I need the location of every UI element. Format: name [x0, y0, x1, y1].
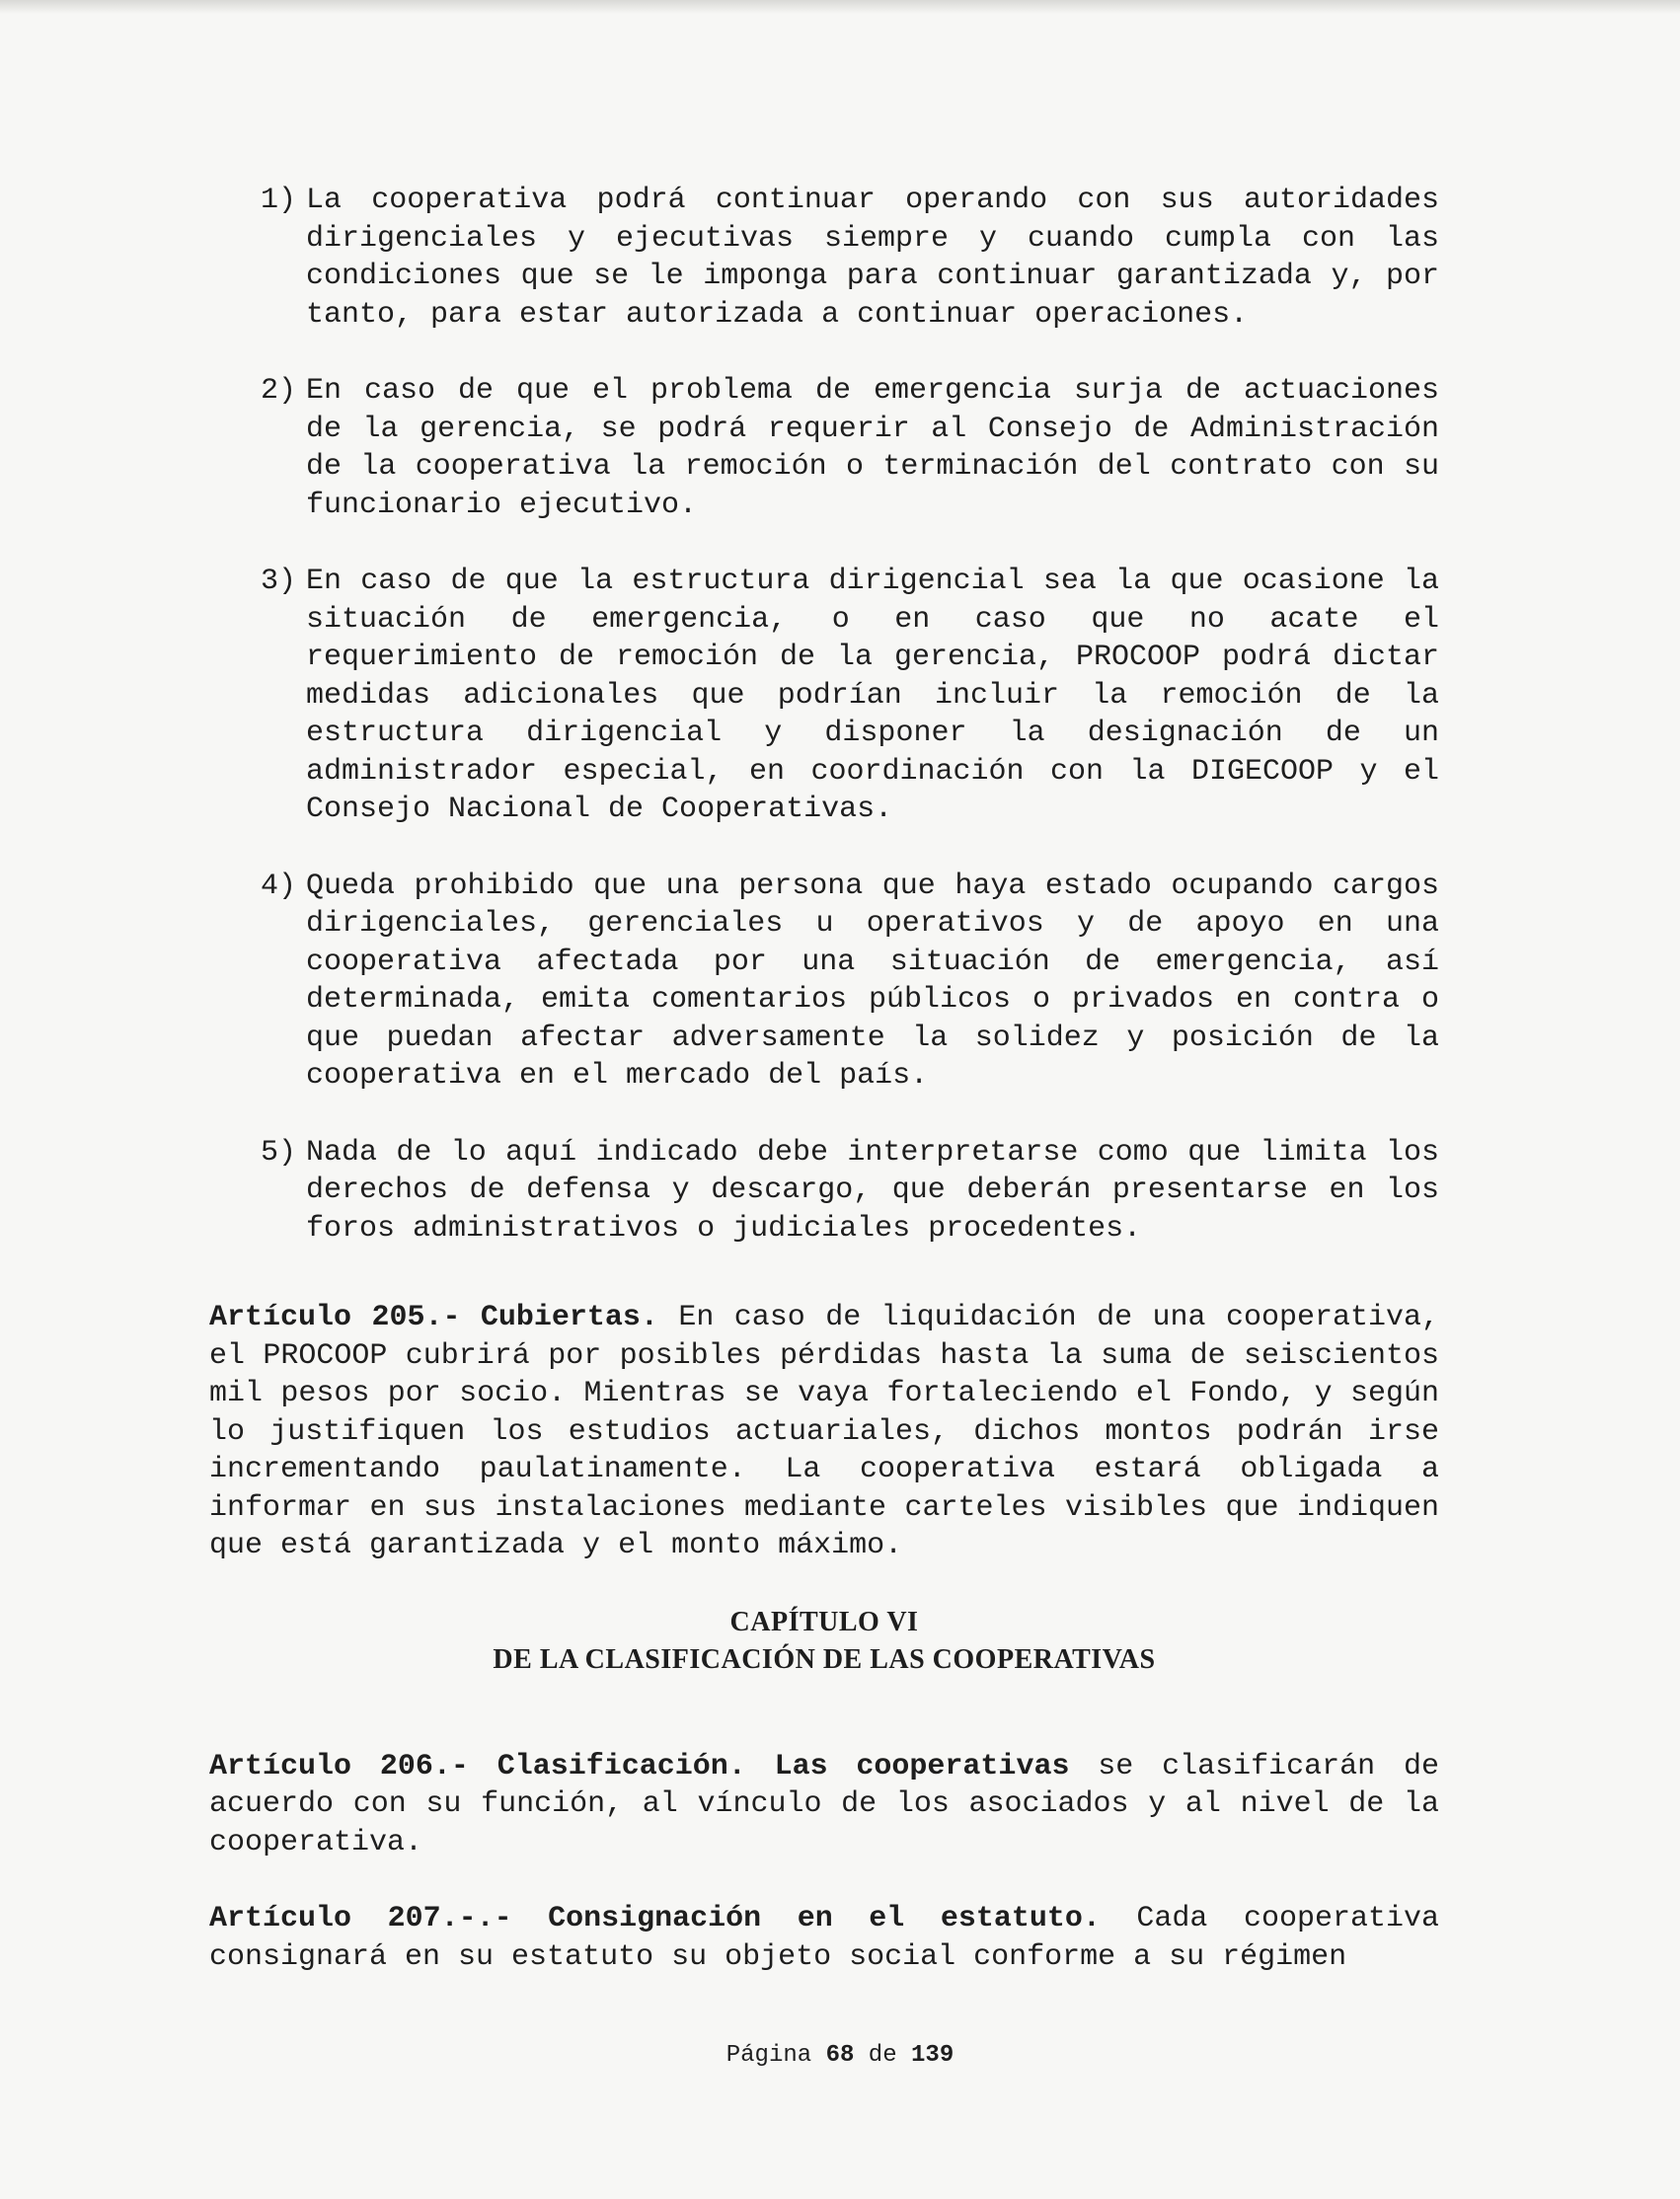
article-206 [209, 1748, 1439, 1862]
list-item [209, 182, 1439, 334]
chapter-heading [209, 1604, 1439, 1679]
list-item [209, 1134, 1439, 1249]
footer-label: Página [725, 2042, 812, 2069]
article-heading: Artículo 207.-.- Consignación en el estatuto. [209, 1902, 1101, 1935]
article-207 [209, 1900, 1439, 1976]
item-number: 1) [261, 184, 297, 217]
current-page-number: 68 [825, 2042, 855, 2069]
item-text: En caso de que el problema de emergencia surja de actuaciones de la gerencia, se podrá requerir al Consejo de Administración de la cooperativa la remoción o terminación del contrato con su funcionario ejecutivo. [306, 374, 1439, 522]
article-205 [209, 1299, 1439, 1565]
list-item [209, 372, 1439, 524]
page-footer [0, 2042, 1680, 2069]
article-body: Cada cooperativa consignará en su estatuto su objeto social conforme a su régimen [209, 1902, 1439, 1974]
chapter-number: CAPÍTULO VI [729, 1606, 919, 1637]
item-text: En caso de que la estructura dirigencial sea la que ocasione la situación de emergencia, o en caso que no acate el requerimiento de remoción de la gerencia, PROCOOP podrá dictar medidas adicionales que podrían incluir la remoción de la estructura dirigencial y disponer la designación de un administrador especial, en coordinación con la DIGECOOP y el Consejo Nacional de Cooperativas. [306, 565, 1439, 826]
article-body: se clasificarán de acuerdo con su función, al vínculo de los asociados y al nivel de la cooperativa. [209, 1749, 1439, 1859]
numbered-list [209, 182, 1439, 1248]
footer-separator: de [868, 2042, 897, 2069]
chapter-title: DE LA CLASIFICACIÓN DE LAS COOPERATIVAS [493, 1643, 1156, 1675]
list-item [209, 868, 1439, 1096]
scan-top-edge [0, 0, 1680, 14]
item-text: La cooperativa podrá continuar operando con sus autoridades dirigenciales y ejecutivas siempre y cuando cumpla con las condiciones que se le imponga para continuar garantizada y, por tanto, para estar autorizada a continuar operaciones. [306, 184, 1439, 332]
item-number: 2) [261, 374, 297, 408]
article-heading: Artículo 205.- Cubiertas. [209, 1301, 658, 1334]
item-text: Nada de lo aquí indicado debe interpretarse como que limita los derechos de defensa y descargo, que deberán presentarse en los foros administrativos o judiciales procedentes. [306, 1135, 1439, 1246]
list-item [209, 563, 1439, 829]
item-number: 4) [261, 869, 297, 903]
total-pages-number: 139 [911, 2042, 955, 2069]
item-text: Queda prohibido que una persona que haya estado ocupando cargos dirigenciales, gerenciales u operativos y de apoyo en una cooperativa afectada por una situación de emergencia, así determinada, emita comentarios públicos o privados en contra o que puedan afectar adversamente la solidez y posición de la cooperativa en el mercado del país. [306, 869, 1439, 1093]
article-body: En caso de liquidación de una cooperativa, el PROCOOP cubrirá por posibles pérdidas hasta la suma de seiscientos mil pesos por socio. Mientras se vaya fortaleciendo el Fondo, y según lo justifiquen los estudios actuariales, dichos montos podrán irse incrementando paulatinamente. La cooperativa estará obligada a informar en sus instalaciones mediante carteles visibles que indiquen que está garantizada y el monto máximo. [209, 1301, 1439, 1562]
article-heading: Artículo 206.- Clasificación. Las cooperativas [209, 1749, 1070, 1783]
item-number: 5) [261, 1135, 297, 1170]
item-number: 3) [261, 565, 297, 598]
